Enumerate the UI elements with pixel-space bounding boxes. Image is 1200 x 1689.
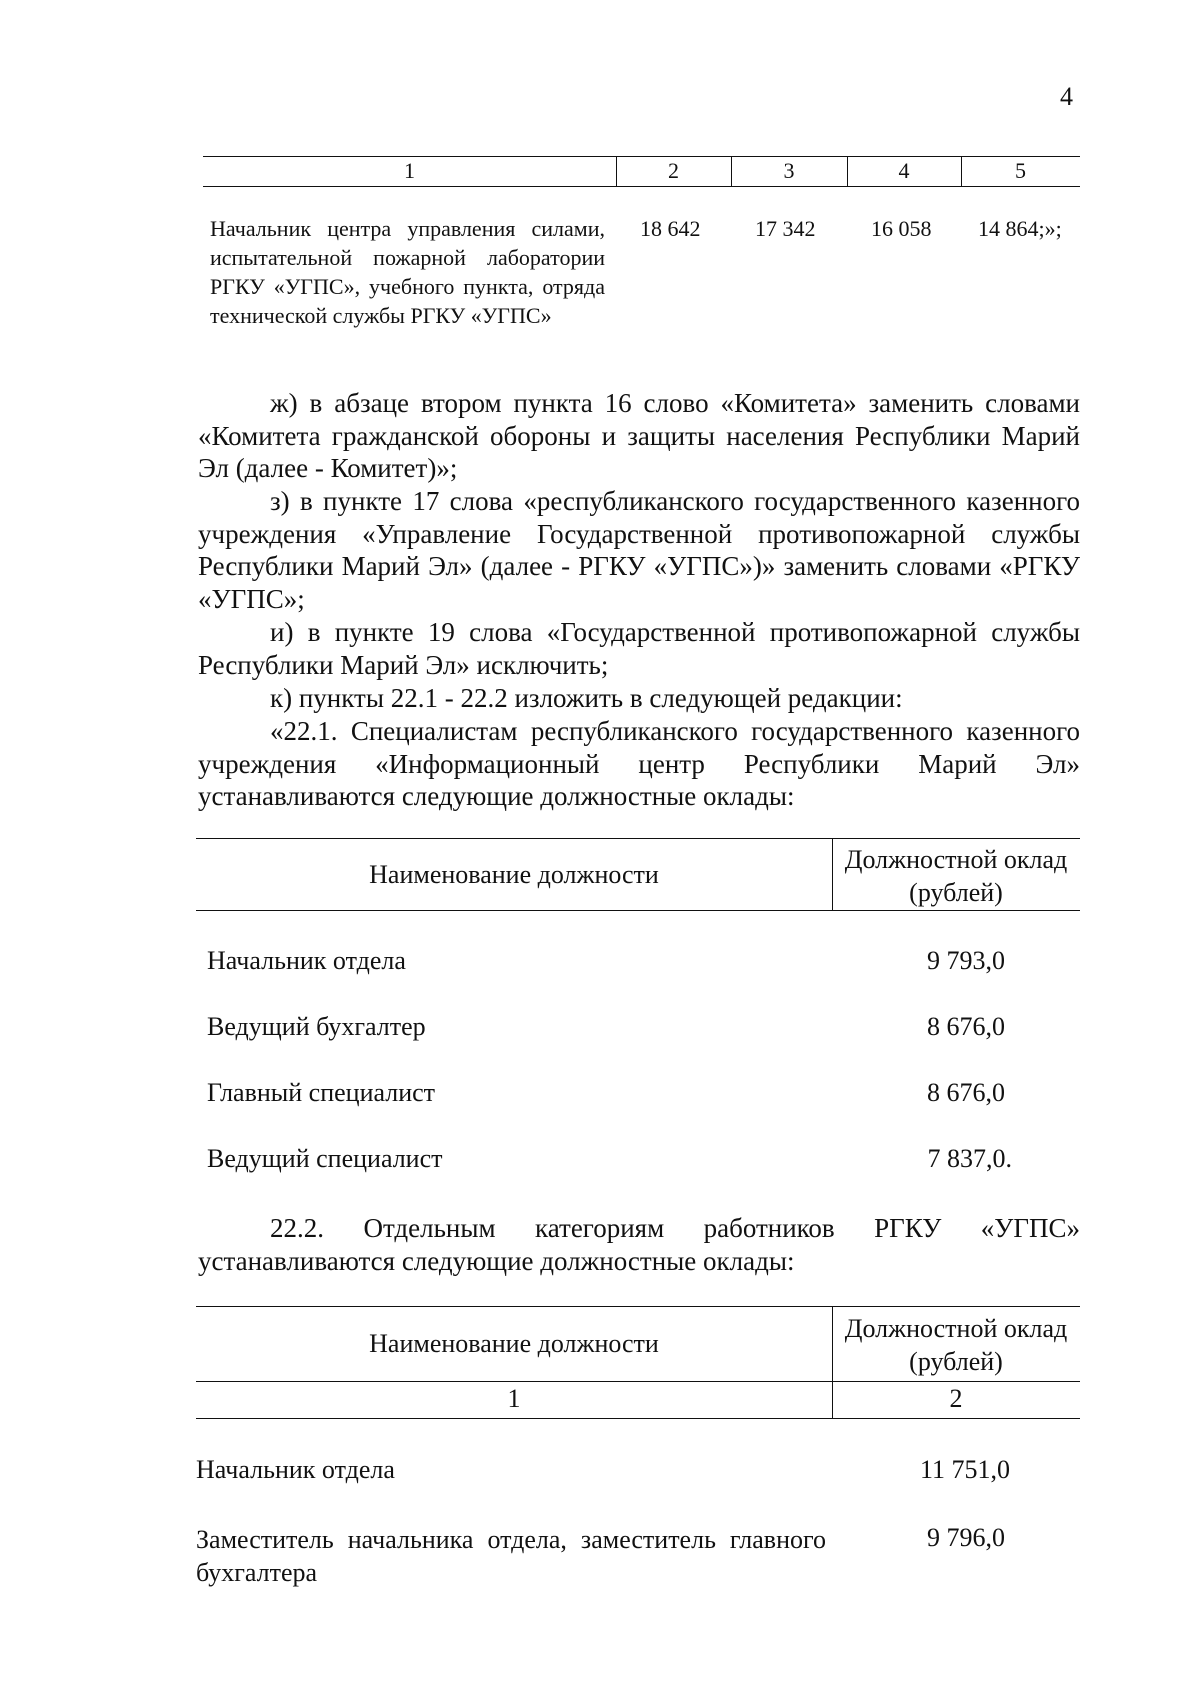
table-2-row-salary: 7 837,0. <box>927 1144 1012 1173</box>
table-3-row-salary: 11 751,0 <box>919 1455 1010 1484</box>
table-3-col-number: 2 <box>949 1384 963 1413</box>
table-1-col-number: 5 <box>1015 158 1026 183</box>
table-1-row-name: Начальник центра управления силами, испытательной пожарной лаборатории РГКУ «УГПС», учебного пункта, отряда технической службы РГКУ «УГПС» <box>210 216 605 328</box>
table-2-top-rule <box>196 838 1080 839</box>
table-3-row-position: Начальник отдела <box>196 1455 395 1484</box>
table-3-header-salary-line2: (рублей) <box>909 1347 1003 1376</box>
table-1-row-value: 16 058 <box>871 216 932 241</box>
table-2-row-position: Ведущий специалист <box>207 1144 443 1173</box>
table-3-header-name: Наименование должности <box>369 1329 659 1358</box>
table-2-row-position: Начальник отдела <box>207 946 406 975</box>
table-2-row-position: Ведущий бухгалтер <box>207 1012 426 1041</box>
paragraph-22-2: 22.2. Отдельным категориям работников РГКУ «УГПС» устанавливаются следующие должностные оклады: <box>198 1213 1080 1276</box>
table-3-top-rule <box>196 1306 1080 1307</box>
table-3-header-salary-line1: Должностной оклад <box>844 1314 1068 1343</box>
paragraph-i: и) в пункте 19 слова «Государственной противопожарной службы Республики Марий Эл» исключить; <box>198 617 1080 680</box>
paragraph-22-1: «22.1. Специалистам республиканского государственного казенного учреждения «Информационный центр Республики Марий Эл» устанавливаются следующие должностные оклады: <box>198 716 1080 811</box>
table-2-row-salary: 8 676,0 <box>927 1078 1005 1107</box>
table-3-number-rule <box>196 1418 1080 1419</box>
table-2-header-rule <box>196 910 1080 911</box>
table-1-top-rule <box>203 156 1080 157</box>
table-1-col-number: 2 <box>668 158 679 183</box>
table-1-row-value: 18 642 <box>640 216 701 241</box>
paragraph-zh: ж) в абзаце втором пункта 16 слово «Комитета» заменить словами «Комитета гражданской обороны и защиты населения Республики Марий Эл (далее - Комитет)»; <box>198 388 1080 483</box>
table-1-row-value: 14 864;»; <box>978 216 1062 241</box>
paragraph-z: з) в пункте 17 слова «республиканского государственного казенного учреждения «Управление Государственной противопожарной службы Республики Марий Эл» (далее - РГКУ «УГПС»)» заменить словами «РГКУ «УГПС»; <box>198 486 1080 614</box>
table-2-header-salary <box>832 843 1080 909</box>
table-3-header-rule <box>196 1381 1080 1382</box>
paragraph-k: к) пункты 22.1 - 22.2 изложить в следующей редакции: <box>270 683 903 713</box>
table-2-row-position: Главный специалист <box>207 1078 436 1107</box>
table-2-row-salary: 9 793,0 <box>927 946 1005 975</box>
table-2-header-salary-line2: (рублей) <box>909 878 1003 907</box>
table-3-row-salary: 9 796,0 <box>927 1523 1005 1552</box>
table-2-header-name: Наименование должности <box>369 860 659 889</box>
table-3-row-position: Заместитель начальника отдела, заместитель главного бухгалтера <box>196 1525 826 1587</box>
table-2-header-salary-line1: Должностной оклад <box>844 845 1068 874</box>
table-1-col-number: 4 <box>898 158 910 183</box>
table-3-header-salary <box>832 1312 1080 1378</box>
table-1-header-rule <box>203 186 1080 187</box>
table-2-row-salary: 8 676,0 <box>927 1012 1005 1041</box>
table-1-row-value: 17 342 <box>755 216 816 241</box>
table-1-col-number: 3 <box>783 158 795 183</box>
page-number: 4 <box>1060 82 1073 111</box>
table-3-col-number: 1 <box>507 1384 521 1413</box>
table-1-col-number: 1 <box>404 158 415 183</box>
